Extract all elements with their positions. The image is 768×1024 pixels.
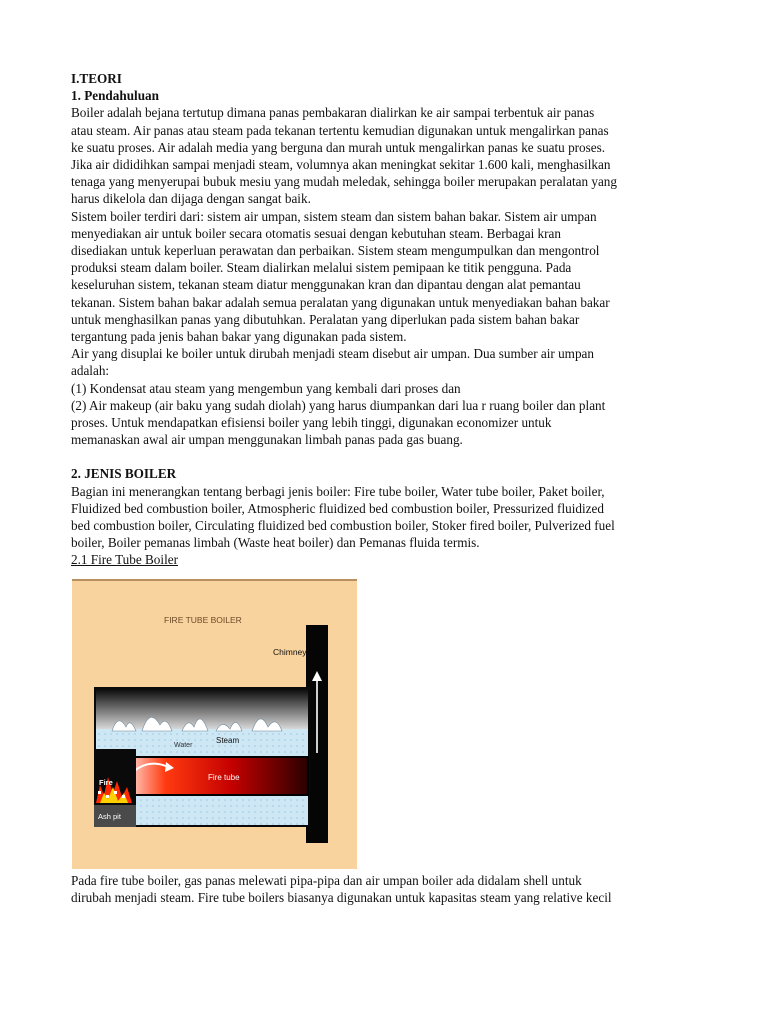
- text-line: produksi steam dalam boiler. Steam dialirkan melalui sistem pemipaan ke titik pengguna. Pada: [71, 260, 572, 276]
- text-line: boiler, Boiler pemanas limbah (Waste heat boiler) dan Pemanas fluida termis.: [71, 535, 480, 551]
- grate-dot: [98, 791, 101, 794]
- water-label: Water: [174, 741, 193, 749]
- fire-label: Fire: [99, 777, 113, 787]
- section-title: I.TEORI: [71, 71, 122, 86]
- spacer: [71, 448, 697, 465]
- fire-tube-boiler-figure: [72, 579, 357, 869]
- text-line: proses. Untuk mendapatkan efisiensi boiler yang lebih tinggi, digunakan economizer untuk: [71, 415, 552, 431]
- chimney-label: Chimney: [273, 646, 307, 657]
- text-line: (1) Kondensat atau steam yang mengembun yang kembali dari proses dan: [71, 380, 461, 396]
- text-line: (2) Air makeup (air baku yang sudah diolah) yang harus diumpankan dari lua r ruang boiler dan plant: [71, 397, 606, 413]
- paragraph-fire-tube-description: [71, 872, 697, 906]
- figure-title: FIRE TUBE BOILER: [164, 614, 242, 625]
- text-line: harus dikelola dan dijaga dengan sangat baik.: [71, 191, 311, 207]
- text-line: ke suatu proses. Air adalah media yang berguna dan murah untuk mengalirkan panas ke suatu proses.: [71, 139, 606, 155]
- paragraph-boiler-definition: [71, 104, 697, 207]
- fire-tube-boiler-diagram: [72, 581, 357, 869]
- grate-dot: [114, 791, 117, 794]
- text-line: disediakan untuk keperluan perawatan dan perbaikan. Sistem steam mengumpulkan dan mengontrol: [71, 243, 600, 259]
- steam-label: Steam: [216, 735, 240, 745]
- text-line: Air yang disuplai ke boiler untuk dirubah menjadi steam disebut air umpan. Dua sumber air umpan: [71, 346, 594, 362]
- grate-dot: [106, 795, 109, 798]
- text-line: untuk menghasilkan panas yang dibutuhkan. Peralatan yang diperlukan pada sistem bahan bakar: [71, 311, 580, 327]
- text-line: memanaskan awal air umpan menggunakan limbah panas pada gas buang.: [71, 432, 463, 448]
- text-line: Bagian ini menerangkan tentang berbagi jenis boiler: Fire tube boiler, Water tube boiler, Paket boiler,: [71, 483, 605, 499]
- text-line: adalah:: [71, 363, 110, 379]
- text-line: Fluidized bed combustion boiler, Atmospheric fluidized bed combustion boiler, Pressurized fluidized: [71, 500, 604, 516]
- text-line: Pada fire tube boiler, gas panas melewati pipa-pipa dan air umpan boiler ada didalam shell untuk: [71, 872, 582, 888]
- text-line: Jika air dididihkan sampai menjadi steam, volumnya akan meningkat sekitar 1.600 kali, menghasilkan: [71, 157, 611, 173]
- grate-dot: [122, 795, 125, 798]
- text-line: atau steam. Air panas atau steam pada tekanan tertentu kemudian digunakan untuk mengalirkan panas: [71, 122, 609, 138]
- paragraph-feed-water: [71, 345, 697, 448]
- text-line: menyediakan air untuk boiler secara otomatis sesuai dengan kebutuhan steam. Berbagai kran: [71, 225, 561, 241]
- paragraph-boiler-types: [71, 483, 697, 552]
- text-line: keseluruhan sistem, tekanan steam diatur menggunakan kran dan dipantau dengan alat pemantau: [71, 277, 581, 293]
- text-line: bed combustion boiler, Circulating fluidized bed combustion boiler, Stoker fired boiler, Pulverized fuel: [71, 518, 615, 534]
- subsection-title-pendahuluan: 1. Pendahuluan: [71, 88, 159, 104]
- fire-tube-label: Fire tube: [208, 772, 240, 782]
- text-line: tenaga yang menyerupai bubuk mesiu yang mudah meledak, sehingga boiler merupakan peralatan yang: [71, 174, 617, 190]
- subsection-title-fire-tube-boiler: 2.1 Fire Tube Boiler: [71, 552, 178, 568]
- text-line: tekanan. Sistem bahan bakar adalah semua peralatan yang digunakan untuk menyediakan bahan bakar: [71, 294, 610, 310]
- text-line: tergantung pada jenis bahan bakar yang digunakan pada sistem.: [71, 329, 407, 345]
- paragraph-boiler-system: [71, 208, 697, 346]
- text-line: Boiler adalah bejana tertutup dimana panas pembakaran dialirkan ke air sampai terbentuk air panas: [71, 105, 595, 121]
- ash-pit-label: Ash pit: [98, 811, 121, 821]
- text-line: Sistem boiler terdiri dari: sistem air umpan, sistem steam dan sistem bahan bakar. Sistem air umpan: [71, 208, 597, 224]
- subsection-title-jenis-boiler: 2. JENIS BOILER: [71, 466, 177, 482]
- text-line: dirubah menjadi steam. Fire tube boilers biasanya digunakan untuk kapasitas steam yang relative kecil: [71, 889, 612, 905]
